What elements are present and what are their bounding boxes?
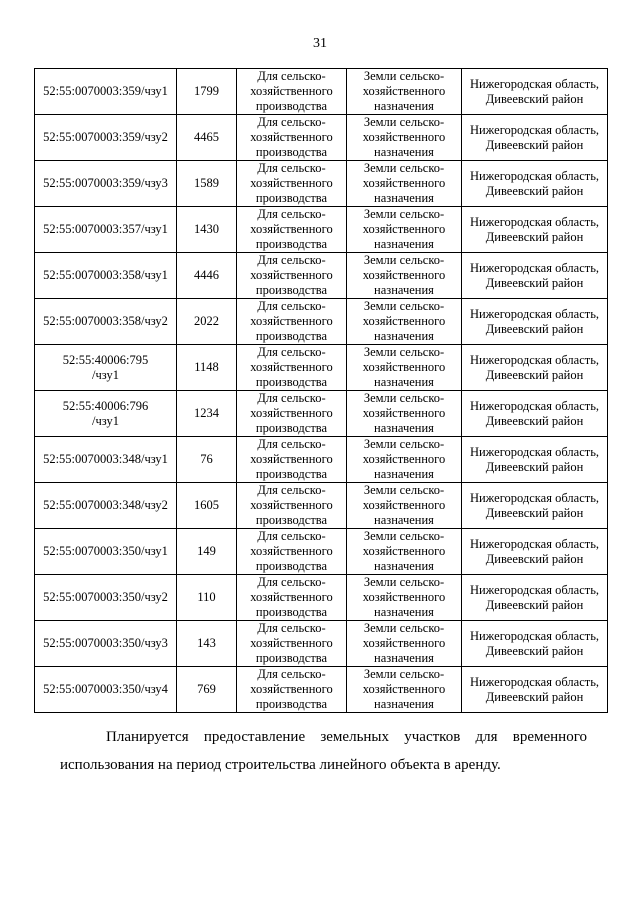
- permitted-use-cell-line: хозяйственного: [250, 222, 333, 236]
- address-cell: [462, 437, 608, 483]
- permitted-use-cell: [237, 115, 347, 161]
- permitted-use-cell-line: производства: [255, 605, 328, 619]
- area-cell: 2022: [177, 299, 237, 345]
- permitted-use-cell-line: производства: [255, 145, 328, 159]
- land-category-cell-line: хозяйственного: [362, 682, 446, 696]
- permitted-use-cell-line: хозяйственного: [250, 636, 333, 650]
- land-category-cell: [347, 575, 462, 621]
- land-category-cell-line: Земли сельско-: [363, 207, 445, 221]
- land-category-cell-line: Земли сельско-: [363, 621, 445, 635]
- note-line-1: Планируется предоставление земельных участков для временного: [106, 729, 587, 745]
- address-cell-line: Дивеевский район: [485, 597, 584, 612]
- land-category-cell-line: хозяйственного: [362, 176, 446, 190]
- address-cell-line: Нижегородская область,: [469, 306, 600, 321]
- area-cell: 149: [177, 529, 237, 575]
- table-row: [35, 575, 608, 621]
- cadastral-number-cell: [35, 207, 177, 253]
- land-category-cell: [347, 161, 462, 207]
- address-cell-line: Дивеевский район: [485, 643, 584, 658]
- table-row: [35, 437, 608, 483]
- area-cell: 1589: [177, 161, 237, 207]
- cadastral-number-cell: [35, 437, 177, 483]
- area-cell: 1234: [177, 391, 237, 437]
- note-line-2: использования на период строительства линейного объекта в аренду.: [60, 757, 501, 773]
- land-category-cell: [347, 69, 462, 115]
- address-cell: [462, 253, 608, 299]
- land-category-cell: [347, 437, 462, 483]
- permitted-use-cell-line: производства: [255, 697, 328, 711]
- permitted-use-cell-line: Для сельско-: [257, 437, 326, 451]
- land-category-cell-line: назначения: [374, 651, 434, 665]
- land-category-cell-line: назначения: [374, 467, 434, 481]
- land-category-cell-line: Земли сельско-: [363, 575, 445, 589]
- address-cell-line: Дивеевский район: [485, 91, 584, 106]
- address-cell-line: Дивеевский район: [485, 505, 584, 520]
- permitted-use-cell-line: Для сельско-: [257, 115, 326, 129]
- permitted-use-cell: [237, 161, 347, 207]
- area-cell: 143: [177, 621, 237, 667]
- land-category-cell-line: назначения: [374, 237, 434, 251]
- cadastral-number-cell-line: 52:55:0070003:359/чзу1: [43, 84, 168, 98]
- area-cell: 1430: [177, 207, 237, 253]
- address-cell-line: Дивеевский район: [485, 459, 584, 474]
- address-cell: [462, 115, 608, 161]
- permitted-use-cell: [237, 345, 347, 391]
- land-category-cell-line: Земли сельско-: [363, 391, 445, 405]
- land-category-cell-line: хозяйственного: [362, 360, 446, 374]
- cadastral-number-cell: [35, 345, 177, 391]
- land-category-cell: [347, 667, 462, 713]
- cadastral-number-cell: [35, 299, 177, 345]
- land-category-cell-line: назначения: [374, 605, 434, 619]
- address-cell-line: Дивеевский район: [485, 321, 584, 336]
- area-cell: 1799: [177, 69, 237, 115]
- address-cell: [462, 299, 608, 345]
- address-cell-line: Дивеевский район: [485, 137, 584, 152]
- table-row: [35, 345, 608, 391]
- land-category-cell: [347, 299, 462, 345]
- land-category-cell-line: хозяйственного: [362, 406, 446, 420]
- land-category-cell-line: назначения: [374, 375, 434, 389]
- address-cell-line: Нижегородская область,: [469, 444, 600, 459]
- permitted-use-cell-line: Для сельско-: [257, 299, 326, 313]
- table-row: [35, 299, 608, 345]
- cadastral-number-cell-line: 52:55:0070003:348/чзу1: [43, 452, 168, 466]
- permitted-use-cell-line: Для сельско-: [257, 667, 326, 681]
- address-cell-line: Нижегородская область,: [469, 536, 600, 551]
- table-row: [35, 667, 608, 713]
- permitted-use-cell-line: производства: [255, 651, 328, 665]
- land-category-cell-line: хозяйственного: [362, 130, 446, 144]
- address-cell: [462, 69, 608, 115]
- land-category-cell-line: Земли сельско-: [363, 529, 445, 543]
- land-category-cell: [347, 391, 462, 437]
- area-cell: 769: [177, 667, 237, 713]
- table-row: [35, 621, 608, 667]
- cadastral-number-cell: [35, 391, 177, 437]
- area-cell: 1148: [177, 345, 237, 391]
- address-cell: [462, 667, 608, 713]
- land-category-cell-line: хозяйственного: [362, 636, 446, 650]
- land-category-cell-line: Земли сельско-: [363, 483, 445, 497]
- land-category-cell: [347, 621, 462, 667]
- land-category-cell-line: Земли сельско-: [363, 161, 445, 175]
- cadastral-number-cell: [35, 575, 177, 621]
- land-category-cell: [347, 483, 462, 529]
- cadastral-number-cell-line: 52:55:40006:796: [62, 398, 149, 413]
- cadastral-number-cell-line: 52:55:0070003:350/чзу4: [43, 682, 168, 696]
- table-row: [35, 207, 608, 253]
- permitted-use-cell-line: Для сельско-: [257, 207, 326, 221]
- permitted-use-cell: [237, 667, 347, 713]
- table-row: [35, 483, 608, 529]
- permitted-use-cell-line: Для сельско-: [257, 391, 326, 405]
- land-category-cell-line: назначения: [374, 99, 434, 113]
- permitted-use-cell-line: производства: [255, 283, 328, 297]
- address-cell-line: Нижегородская область,: [469, 352, 600, 367]
- cadastral-number-cell-line: 52:55:0070003:359/чзу2: [43, 130, 168, 144]
- address-cell-line: Дивеевский район: [485, 689, 584, 704]
- permitted-use-cell-line: хозяйственного: [250, 84, 333, 98]
- address-cell-line: Нижегородская область,: [469, 214, 600, 229]
- address-cell-line: Нижегородская область,: [469, 260, 600, 275]
- land-category-cell-line: Земли сельско-: [363, 667, 445, 681]
- address-cell: [462, 391, 608, 437]
- cadastral-number-cell-line: 52:55:0070003:348/чзу2: [43, 498, 168, 512]
- address-cell: [462, 575, 608, 621]
- address-cell-line: Нижегородская область,: [469, 168, 600, 183]
- land-category-cell-line: хозяйственного: [362, 590, 446, 604]
- permitted-use-cell-line: производства: [255, 329, 328, 343]
- permitted-use-cell: [237, 299, 347, 345]
- page-number: 31: [313, 36, 327, 51]
- cadastral-number-cell-line: 52:55:0070003:357/чзу1: [43, 222, 168, 236]
- address-cell-line: Нижегородская область,: [469, 122, 600, 137]
- address-cell-line: Дивеевский район: [485, 229, 584, 244]
- land-category-cell-line: Земли сельско-: [363, 69, 445, 83]
- cadastral-number-cell: [35, 253, 177, 299]
- table-row: [35, 161, 608, 207]
- address-cell: [462, 207, 608, 253]
- land-category-cell: [347, 529, 462, 575]
- land-category-cell-line: назначения: [374, 191, 434, 205]
- permitted-use-cell: [237, 575, 347, 621]
- land-category-cell: [347, 115, 462, 161]
- permitted-use-cell-line: производства: [255, 559, 328, 573]
- address-cell-line: Дивеевский район: [485, 413, 584, 428]
- land-category-cell-line: Земли сельско-: [363, 299, 445, 313]
- land-category-cell-line: назначения: [374, 697, 434, 711]
- permitted-use-cell-line: хозяйственного: [250, 498, 333, 512]
- permitted-use-cell-line: производства: [255, 237, 328, 251]
- land-category-cell-line: Земли сельско-: [363, 115, 445, 129]
- cadastral-number-cell: [35, 621, 177, 667]
- cadastral-number-cell: [35, 69, 177, 115]
- address-cell-line: Нижегородская область,: [469, 76, 600, 91]
- cadastral-number-cell-line: 52:55:0070003:350/чзу1: [43, 544, 168, 558]
- cadastral-number-cell: [35, 667, 177, 713]
- land-category-cell: [347, 207, 462, 253]
- permitted-use-cell-line: хозяйственного: [250, 590, 333, 604]
- land-category-cell-line: назначения: [374, 421, 434, 435]
- area-cell: 4446: [177, 253, 237, 299]
- permitted-use-cell-line: производства: [255, 467, 328, 481]
- land-category-cell-line: назначения: [374, 513, 434, 527]
- permitted-use-cell: [237, 207, 347, 253]
- permitted-use-cell-line: хозяйственного: [250, 544, 333, 558]
- land-category-cell-line: назначения: [374, 145, 434, 159]
- address-cell: [462, 345, 608, 391]
- permitted-use-cell-line: хозяйственного: [250, 268, 333, 282]
- cadastral-number-cell: [35, 161, 177, 207]
- permitted-use-cell-line: Для сельско-: [257, 253, 326, 267]
- table-row: [35, 69, 608, 115]
- area-cell: 4465: [177, 115, 237, 161]
- land-category-cell-line: хозяйственного: [362, 314, 446, 328]
- permitted-use-cell-line: производства: [255, 375, 328, 389]
- land-category-cell-line: Земли сельско-: [363, 253, 445, 267]
- permitted-use-cell-line: производства: [255, 191, 328, 205]
- address-cell: [462, 161, 608, 207]
- land-category-cell-line: хозяйственного: [362, 544, 446, 558]
- address-cell: [462, 483, 608, 529]
- permitted-use-cell-line: Для сельско-: [257, 345, 326, 359]
- permitted-use-cell-line: Для сельско-: [257, 621, 326, 635]
- cadastral-number-cell-line: 52:55:0070003:350/чзу3: [43, 636, 168, 650]
- land-category-cell-line: назначения: [374, 283, 434, 297]
- cadastral-number-cell: [35, 115, 177, 161]
- permitted-use-cell-line: хозяйственного: [250, 176, 333, 190]
- table-row: [35, 115, 608, 161]
- area-cell: 110: [177, 575, 237, 621]
- land-category-cell: [347, 253, 462, 299]
- note-paragraph: [60, 723, 587, 779]
- cadastral-number-cell-line: /чзу1: [92, 367, 119, 382]
- cadastral-number-cell: [35, 529, 177, 575]
- address-cell-line: Дивеевский район: [485, 275, 584, 290]
- cadastral-number-cell-line: 52:55:40006:795: [62, 352, 149, 367]
- address-cell-line: Нижегородская область,: [469, 582, 600, 597]
- address-cell-line: Нижегородская область,: [469, 490, 600, 505]
- permitted-use-cell: [237, 529, 347, 575]
- land-category-cell-line: Земли сельско-: [363, 437, 445, 451]
- land-category-cell-line: хозяйственного: [362, 452, 446, 466]
- permitted-use-cell-line: хозяйственного: [250, 130, 333, 144]
- land-category-cell-line: хозяйственного: [362, 84, 446, 98]
- address-cell: [462, 529, 608, 575]
- land-category-cell-line: назначения: [374, 329, 434, 343]
- permitted-use-cell: [237, 621, 347, 667]
- cadastral-number-cell-line: 52:55:0070003:350/чзу2: [43, 590, 168, 604]
- permitted-use-cell-line: Для сельско-: [257, 575, 326, 589]
- permitted-use-cell-line: хозяйственного: [250, 682, 333, 696]
- address-cell: [462, 621, 608, 667]
- permitted-use-cell: [237, 391, 347, 437]
- land-category-cell-line: Земли сельско-: [363, 345, 445, 359]
- area-cell: 1605: [177, 483, 237, 529]
- permitted-use-cell-line: Для сельско-: [257, 483, 326, 497]
- permitted-use-cell-line: хозяйственного: [250, 406, 333, 420]
- permitted-use-cell: [237, 69, 347, 115]
- table-body: [35, 69, 608, 713]
- permitted-use-cell-line: производства: [255, 513, 328, 527]
- land-category-cell: [347, 345, 462, 391]
- permitted-use-cell-line: хозяйственного: [250, 360, 333, 374]
- land-category-cell-line: назначения: [374, 559, 434, 573]
- address-cell-line: Нижегородская область,: [469, 628, 600, 643]
- address-cell-line: Дивеевский район: [485, 551, 584, 566]
- table-row: [35, 529, 608, 575]
- area-cell: 76: [177, 437, 237, 483]
- land-category-cell-line: хозяйственного: [362, 498, 446, 512]
- address-cell-line: Нижегородская область,: [469, 674, 600, 689]
- permitted-use-cell: [237, 437, 347, 483]
- table-row: [35, 391, 608, 437]
- permitted-use-cell-line: производства: [255, 421, 328, 435]
- permitted-use-cell-line: хозяйственного: [250, 314, 333, 328]
- address-cell-line: Нижегородская область,: [469, 398, 600, 413]
- land-plots-table: [34, 68, 608, 713]
- land-category-cell-line: хозяйственного: [362, 222, 446, 236]
- land-category-cell-line: хозяйственного: [362, 268, 446, 282]
- cadastral-number-cell-line: 52:55:0070003:359/чзу3: [43, 176, 168, 190]
- permitted-use-cell-line: хозяйственного: [250, 452, 333, 466]
- permitted-use-cell-line: Для сельско-: [257, 69, 326, 83]
- permitted-use-cell-line: Для сельско-: [257, 161, 326, 175]
- address-cell-line: Дивеевский район: [485, 183, 584, 198]
- permitted-use-cell-line: производства: [255, 99, 328, 113]
- permitted-use-cell-line: Для сельско-: [257, 529, 326, 543]
- cadastral-number-cell-line: 52:55:0070003:358/чзу2: [43, 314, 168, 328]
- cadastral-number-cell-line: /чзу1: [92, 413, 119, 428]
- table-row: [35, 253, 608, 299]
- permitted-use-cell: [237, 253, 347, 299]
- permitted-use-cell: [237, 483, 347, 529]
- cadastral-number-cell: [35, 483, 177, 529]
- cadastral-number-cell-line: 52:55:0070003:358/чзу1: [43, 268, 168, 282]
- address-cell-line: Дивеевский район: [485, 367, 584, 382]
